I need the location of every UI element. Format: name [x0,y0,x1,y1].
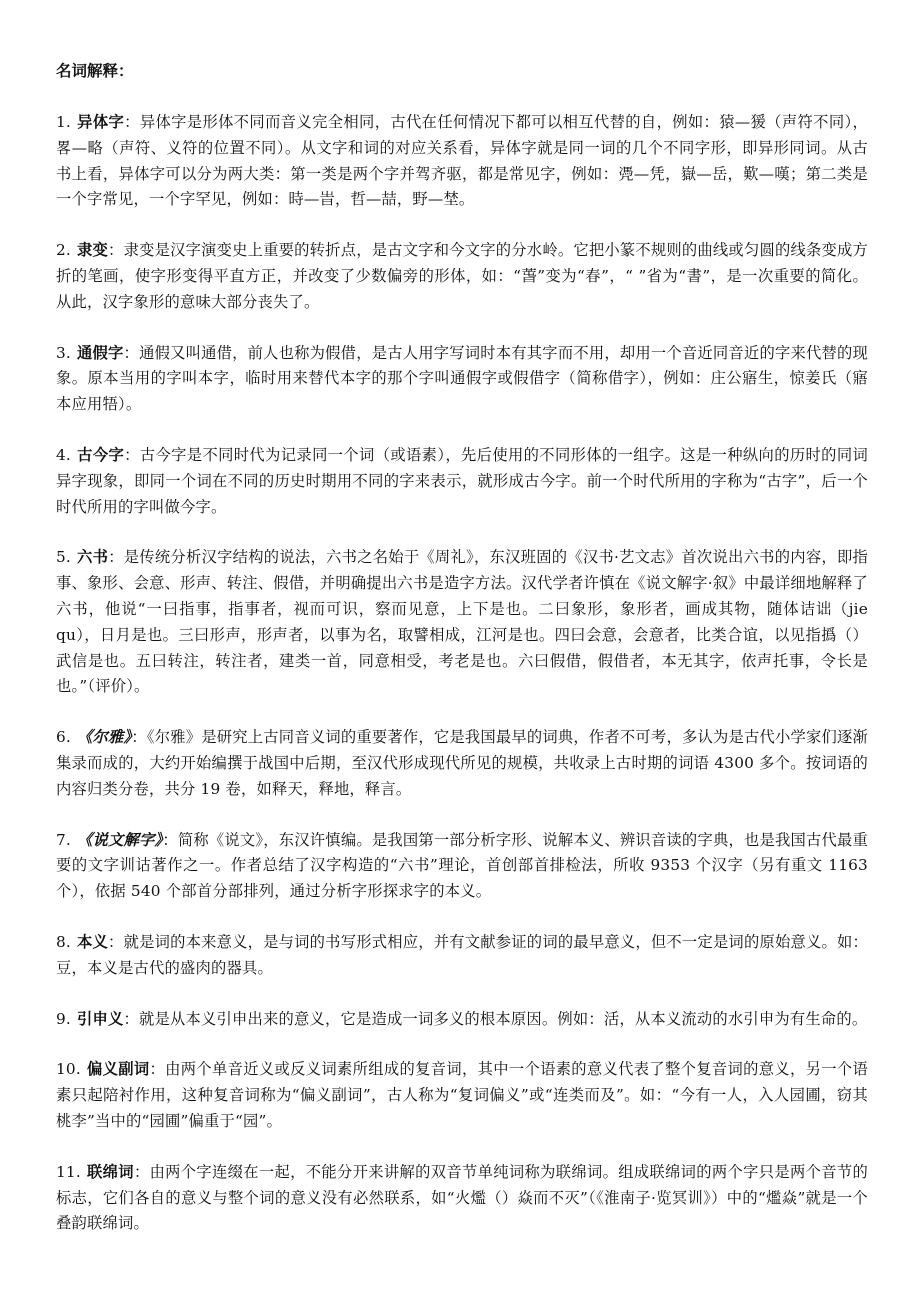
entry-term: 隶变 [77,241,109,260]
entry-body: 异体字是形体不同而音义完全相同，古代在任何情况下都可以相互代替的自，例如：猿—猨（声符不同），畧—略（声符、义符的位置不同）。从文字和词的对应关系看，异体字就是同一词的几个不同字形，即异形同词。从古书上看，异体字可以分为两大类：第一类是两个字并驾齐驱，都是常见字，例如：凴—凭，嶽—岳，歎—嘆；第二类是一个字常见，一个字罕见，例如：時—旹，哲—喆，野—埜。 [56,113,868,209]
entry-number: 11. [56,1162,81,1181]
entry-original-meaning [56,930,868,982]
entry-separator: ： [123,1009,139,1028]
entry-term: 通假字 [77,343,124,362]
entry-body: 由两个字连缀在一起，不能分开来讲解的双音节单纯词称为联绵词。组成联绵词的两个字只是两个音节的标志，它们各自的意义与整个词的意义没有必然联系，如“火爁（）焱而不灭”（《淮南子·览冥训》）中的“爁焱”就是一个叠韵联绵词。 [56,1162,869,1233]
entry-body: 是传统分析汉字结构的说法，六书之名始于《周礼》，东汉班固的《汉书·艺文志》首次说出六书的内容，即指事、象形、会意、形声、转注、假借，并明确提出六书是造字方法。汉代学者许慎在《说文解字·叙》中最详细地解释了六书，他说“一曰指事，指事者，视而可识，察而见意，上下是也。二曰象形，象形者，画成其物，随体诘诎（jie qu），日月是也。三曰形声，形声者，以事为名，取譬相成，江河是也。四曰会意，会意者，比类合谊，以见指撝（）武信是也。五曰转注，转注者，建类一首，同意相受，考老是也。六曰假借，假借者，本无其字，依声托事，令长是也。”（评价）。 [56,548,869,696]
entry-separator: ： [124,445,140,464]
entry-six-scripts [56,545,868,700]
entry-term: 引申义 [77,1009,124,1028]
entry-body: 隶变是汉字演变史上重要的转折点，是古文字和今文字的分水岭。它把小篆不规则的曲线或匀圆的线条变成方折的笔画，使字形变得平直方正，并改变了少数偏旁的形体，如：“萅”变为“春”，“ ”省为“書”，是一次重要的简化。从此，汉字象形的意味大部分丧失了。 [56,241,869,311]
entry-term: 古今字 [77,445,125,464]
entry-body: 就是词的本来意义，是与词的书写形式相应，并有文献参证的词的最早意义，但不一定是词的原始意义。如：豆，本义是古代的盛肉的器具。 [56,932,869,977]
entry-number: 6. [56,728,71,747]
entry-clerical-change [56,238,868,315]
entry-number: 10. [56,1060,81,1079]
entry-term: 偏义副词 [86,1060,150,1079]
entry-body: 通假又叫通借，前人也称为假借，是古人用字写词时本有其字而不用，却用一个音近同音近的字来代替的现象。原本当用的字叫本字，临时用来替代本字的那个字叫通假字或假借字（简称借字），例如：庄公寤生，惊姜氏（寤本应用牾）。 [56,343,868,414]
entry-separator: ： [108,548,124,567]
entry-erya [56,725,868,802]
entry-body: 古今字是不同时代为记录同一个词（或语素），先后使用的不同形体的一组字。这是一种纵向的历时的同词异字现象，即同一个词在不同的历史时期用不同的字来表示，就形成古今字。前一个时代所用的字称为“古字”，后一个时代所用的字叫做今字。 [56,445,868,516]
entry-body: 由两个单音近义或反义词素所组成的复音词，其中一个语素的意义代表了整个复音词的意义，另一个语素只起陪衬作用，这种复音词称为“偏义副词”，古人称为“复词偏义”或“连类而及”。如：“今有一人，入人园圃，窃其桃李”当中的“园圃”偏重于“园”。 [56,1060,868,1130]
entry-separator: ： [133,1162,150,1181]
entry-number: 2. [56,241,71,260]
entry-number: 4. [56,445,71,464]
entry-separator: ： [149,1060,166,1079]
entry-number: 8. [56,932,71,951]
entry-separator: ： [162,830,178,849]
entry-shuowen-jiezi [56,828,868,905]
entry-partial-meaning-compound [56,1057,868,1134]
entry-term: 《说文解字》 [77,830,163,849]
entry-number: 5. [56,548,71,567]
entry-separator: ： [108,241,124,260]
entry-term: 六书 [77,548,109,567]
entry-term: 本义 [77,932,109,951]
document-page [56,58,868,1262]
entry-number: 3. [56,343,71,362]
entry-ancient-modern-characters [56,443,868,520]
entry-binome [56,1160,868,1237]
entry-number: 1. [56,113,71,131]
entry-number: 9. [56,1009,71,1028]
entry-separator: ： [124,113,140,131]
entry-separator: ： [108,932,124,951]
entry-body: 《尔雅》是研究上古同音义词的重要著作，它是我国最早的词典，作者不可考，多认为是古代小学家们逐渐集录而成的，大约开始编撰于战国中后期，至汉代形成现代所见的规模，共收录上古时期的词语 4300 多个。按词语的内容归类分卷，共分 19 卷，如释天，释地，释言。 [56,728,868,798]
entry-separator: ： [123,343,140,362]
entry-variant-characters [56,110,868,213]
entry-separator: ： [131,728,147,747]
entry-term: 联绵词 [86,1162,134,1181]
entry-number: 7. [56,830,71,849]
document-title: 名词解释： [56,62,134,80]
entry-term: 异体字 [77,113,125,131]
entry-body: 就是从本义引申出来的意义，它是造成一词多义的根本原因。例如：活，从本义流动的水引申为有生命的。 [139,1009,868,1028]
entry-body: 简称《说文》，东汉许慎编。是我国第一部分析字形、说解本义、辨识音读的字典，也是我国古代最重要的文字训诂著作之一。作者总结了汉字构造的“六书”理论，首创部首排检法，所收 9353 个汉字（另有重文 1163 个），依据 540 个部首分部排列，通过分析字形探求字的本义。 [56,830,868,901]
entry-phonetic-loan [56,341,868,418]
entry-term: 《尔雅》 [77,728,132,747]
entry-extended-meaning [56,1007,868,1033]
